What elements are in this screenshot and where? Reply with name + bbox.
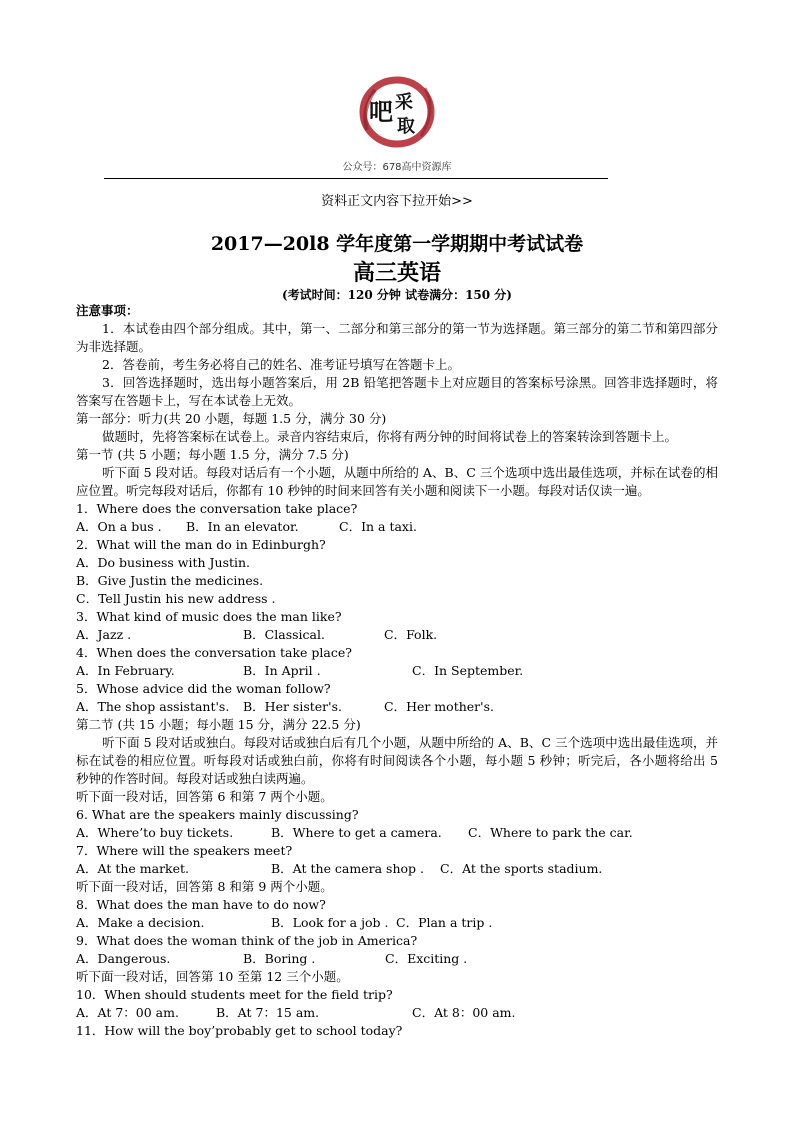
exam-title: 2017—20l8 学年度第一学期期中考试试卷	[210, 233, 584, 255]
option: A．Do business with Justin.	[76, 555, 251, 570]
svg-text:取: 取	[397, 116, 415, 137]
option: B．In an elevator.	[186, 519, 299, 534]
option: B．Look for a job .	[271, 915, 389, 930]
question-text: 7．Where will the speakers meet?	[76, 843, 293, 858]
question-text: 2．What will the man do in Edinburgh?	[76, 537, 326, 552]
svg-text:吧: 吧	[369, 97, 393, 126]
question-options	[76, 860, 718, 878]
question-options	[76, 662, 718, 680]
question-text: 9．What does the woman think of the job in America?	[76, 933, 418, 948]
section2-instruction: 听下面 5 段对话或独白。每段对话或独白后有几个小题，从题中所给的 A、B、C 三个选项中选出最佳选项，并标在试卷的相应位置。听每段对话或独白前，你将有时间阅读各个小题，每小题 5 秒钟；听完后，各小题将给出 5 秒钟的作答时间。每段对话或独白读两遍。	[76, 735, 718, 786]
question-options	[76, 518, 718, 536]
option: C．In a taxi.	[339, 519, 417, 534]
question-options	[76, 824, 718, 842]
note-item: 3．回答选择题时，选出每小题答案后，用 2B 铅笔把答题卡上对应题目的答案标号涂黑。回答非选择题时，将答案写在答题卡上，写在本试卷上无效。	[76, 375, 718, 408]
option: A．The shop assistant's.	[76, 699, 230, 714]
question-options	[76, 914, 718, 932]
header-divider	[104, 178, 608, 179]
option: C．Folk.	[384, 627, 438, 642]
question-options	[76, 626, 718, 644]
option: B．In April .	[243, 663, 321, 678]
question-options	[76, 1004, 718, 1022]
exam-content	[76, 302, 718, 1040]
svg-text:采: 采	[395, 92, 413, 113]
option: C．Plan a trip .	[396, 915, 493, 930]
group-lead: 听下面一段对话，回答第 8 和第 9 两个小题。	[76, 879, 333, 894]
question-text: 10．When should students meet for the field trip?	[76, 987, 393, 1002]
question-options	[76, 950, 718, 968]
section1-instruction: 听下面 5 段对话。每段对话后有一个小题，从题中所给的 A、B、C 三个选项中选出最佳选项，并标在试卷的相应位置。听完每段对话后，你都有 10 秒钟的时间来回答有关小题和阅读下一小题。每段对话仅读一遍。	[76, 465, 718, 498]
option: A．Dangerous.	[76, 951, 171, 966]
option: B．Where to get a camera.	[271, 825, 442, 840]
question-text: 11．How will the boy’probably get to school today?	[76, 1023, 403, 1038]
option: A．Where’to buy tickets.	[76, 825, 234, 840]
option: C．Tell Justin his new address .	[76, 591, 276, 606]
option: C．In September.	[412, 663, 524, 678]
note-item: 2．答卷前，考生务必将自己的姓名、准考证号填写在答题卡上。	[102, 357, 460, 372]
option: B．Her sister's.	[243, 699, 342, 714]
option: A．On a bus .	[76, 519, 162, 534]
question-text: 4．When does the conversation take place?	[76, 645, 352, 660]
question-text: 5．Whose advice did the woman follow?	[76, 681, 331, 696]
option: C．At 8：00 am.	[412, 1005, 516, 1020]
part1-instruction: 做题时，先将答案标在试卷上。录音内容结束后，你将有两分钟的时间将试卷上的答案转涂到答题卡上。	[102, 429, 678, 444]
question-text: 8．What does the man have to do now?	[76, 897, 326, 912]
option: C．Exciting .	[385, 951, 468, 966]
option: A．In February.	[76, 663, 175, 678]
question-options	[76, 698, 718, 716]
exam-timing: (考试时间：120 分钟 试卷满分：150 分)	[282, 288, 512, 302]
exam-subject: 高三英语	[352, 260, 441, 286]
option: A．At 7：00 am.	[76, 1005, 179, 1020]
option: B．Give Justin the medicines.	[76, 573, 264, 588]
option: B．At the camera shop .	[271, 861, 424, 876]
option: A．Make a decision.	[76, 915, 205, 930]
option: B．Boring .	[243, 951, 316, 966]
intro-text: 资料正文内容下拉开始>>	[321, 194, 473, 209]
group-lead: 听下面一段对话，回答第 6 和第 7 两个小题。	[76, 789, 333, 804]
section1-heading: 第一节 (共 5 小题；每小题 1.5 分，满分 7.5 分)	[76, 447, 349, 462]
option: C．Her mother's.	[384, 699, 494, 714]
option: C．At the sports stadium.	[440, 861, 603, 876]
group-lead: 听下面一段对话，回答第 10 至第 12 三个小题。	[76, 969, 349, 984]
question-text: 1．Where does the conversation take place?	[76, 501, 358, 516]
logo-caption: 公众号：678高中资源库	[342, 162, 452, 173]
option: A．At the market.	[76, 861, 190, 876]
notes-heading: 注意事项：	[76, 303, 139, 318]
option: B．At 7：15 am.	[216, 1005, 320, 1020]
section2-heading: 第二节 (共 15 小题；每小题 15 分，满分 22.5 分)	[76, 717, 361, 732]
question-text: 3．What kind of music does the man like?	[76, 609, 342, 624]
option: B．Classical.	[243, 627, 325, 642]
logo-seal	[347, 70, 443, 158]
option: A．Jazz .	[76, 627, 132, 642]
part1-heading: 第一部分：听力(共 20 小题，每题 1.5 分，满分 30 分)	[76, 411, 387, 426]
note-item: 1．本试卷由四个部分组成。其中，第一、二部分和第三部分的第一节为选择题。第三部分的第二节和第四部分为非选择题。	[76, 321, 718, 354]
option: C．Where to park the car.	[468, 825, 633, 840]
question-text: 6. What are the speakers mainly discussing?	[76, 807, 359, 822]
